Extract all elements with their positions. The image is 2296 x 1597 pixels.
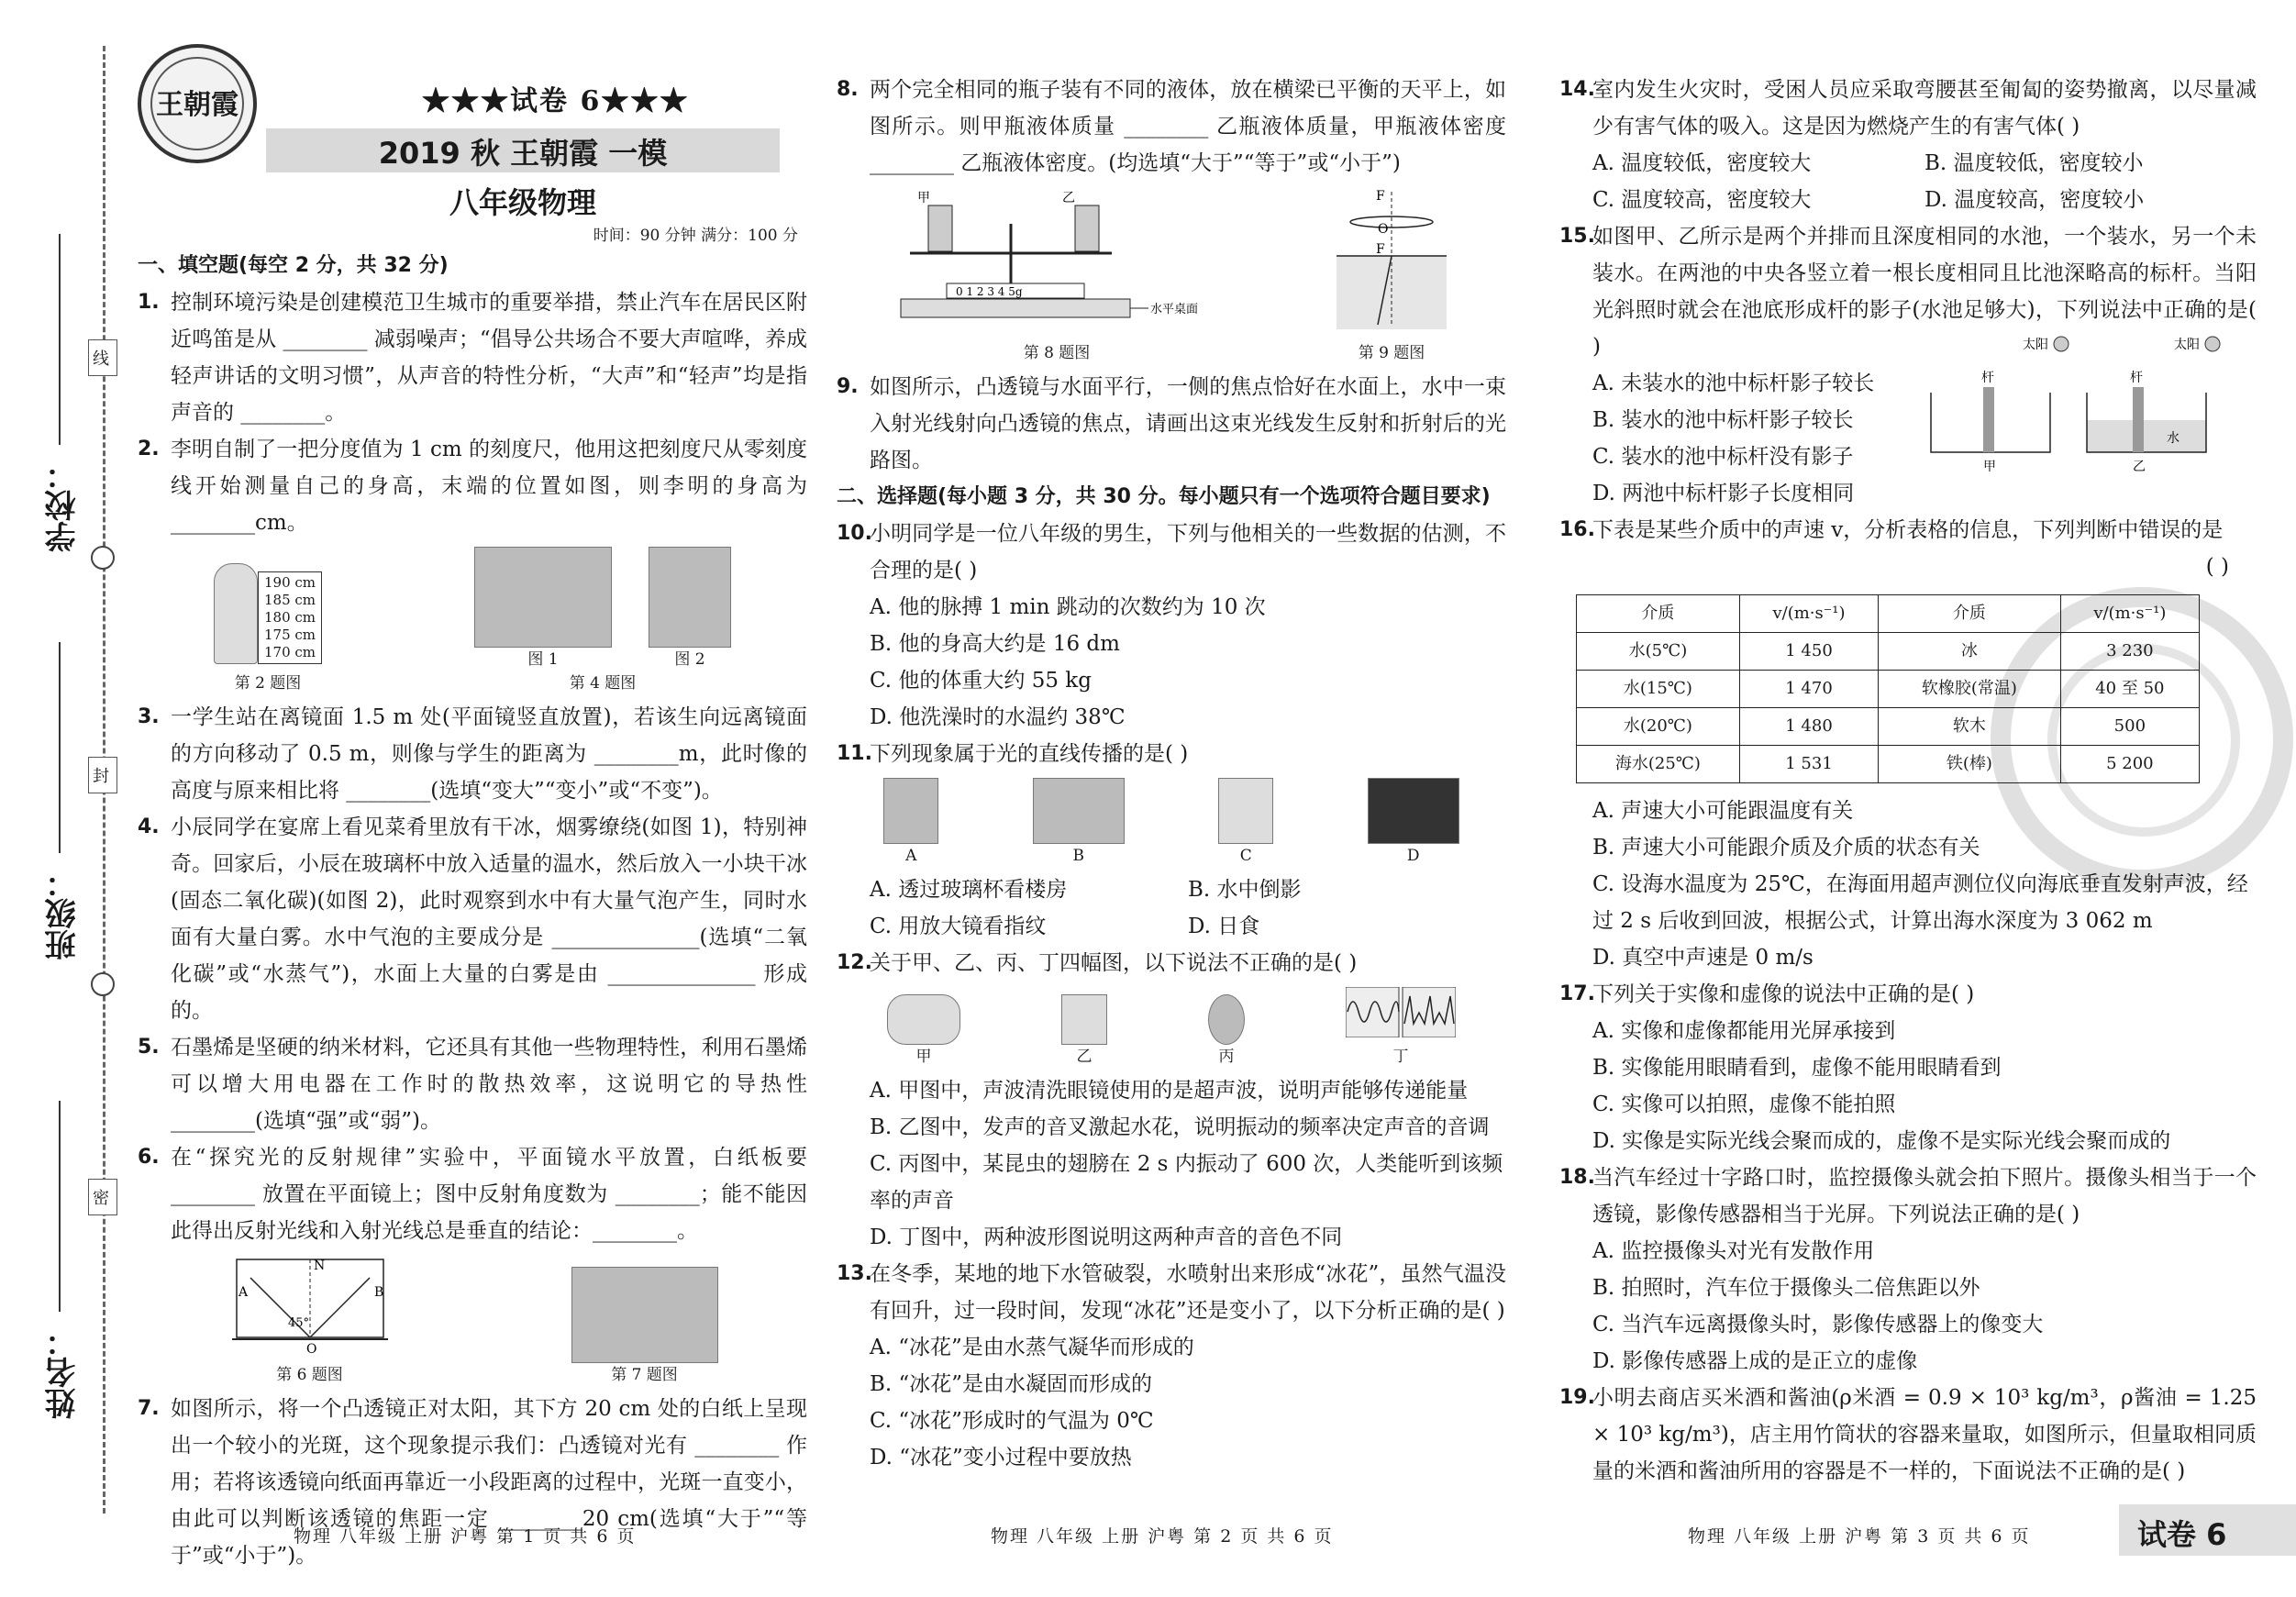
bind-mark-feng: 封 [88, 757, 117, 793]
figure-caption: 第 8 题图 [1023, 344, 1091, 362]
question-4 [138, 809, 807, 1029]
ruler-tick: 190 cm [263, 574, 316, 591]
option: C. 用放大镜看指纹 [870, 915, 1047, 938]
question-text: 室内发生火灾时，受困人员应采取弯腰甚至匍匐的姿势撤离，以尽量减少有害气体的吸入。这是因为燃烧产生的有害气体( ) [1592, 78, 2257, 139]
option: A. 声速大小可能跟温度有关 [1592, 799, 1854, 823]
figure-caption: 图 2 [674, 650, 705, 669]
question-number: 4. [138, 815, 160, 838]
option: D. 日食 [1188, 915, 1260, 938]
table-cell: 水(5℃) [1577, 633, 1740, 671]
question-8 [837, 72, 1506, 182]
question-number: 3. [138, 705, 160, 728]
question-number: 1. [138, 291, 160, 314]
image-11b [1033, 778, 1125, 868]
image-label: 甲 [915, 1048, 932, 1066]
table-cell: 500 [2060, 708, 2199, 746]
figure-caption: 第 4 题图 [569, 674, 637, 693]
bind-circle-icon [91, 972, 115, 996]
dry-ice-glass-photo [649, 547, 731, 648]
image-label: 丁 [1392, 1048, 1409, 1066]
section-heading: 一、填空题(每空 2 分，共 32 分) [138, 254, 449, 277]
label-sun: 太阳 [2023, 338, 2048, 352]
option: B. 水中倒影 [1188, 878, 1302, 902]
options-row [837, 871, 1506, 908]
image-12-bing [1208, 994, 1245, 1069]
page-column-2 [837, 72, 1506, 1476]
boy-figure [214, 563, 258, 664]
label-a: A [238, 1285, 248, 1300]
table-cell: 1 470 [1739, 671, 1878, 708]
question-15 [1559, 218, 2257, 365]
exam-title: 2019 秋 王朝霞 一模 [378, 136, 668, 171]
options-row [1559, 182, 2257, 218]
image-label: C [1239, 847, 1252, 865]
scale-text: 0 1 2 3 4 5g [956, 285, 1023, 298]
label-yi: 乙 [1062, 191, 1075, 205]
image-label: A [905, 847, 917, 865]
ruler [258, 571, 322, 664]
table-cell: 水(20℃) [1577, 708, 1740, 746]
option: D. 两池中标杆影子长度相同 [1592, 482, 1855, 505]
option: A. 温度较低，密度较大 [1592, 151, 1812, 175]
figure-8 [892, 187, 1222, 365]
question-text: 小辰同学在宴席上看见菜肴里放有干冰，烟雾缭绕(如图 1)，特别神奇。回家后，小辰在玻璃杯中放入适量的温水，然后放入一小块干冰(固态二氧化碳)(如图 2)，此时观察到水中有大量气泡产生，同时水面有大量白雾。水中气泡的主要成分是 ______________(选填“二氧化碳”或“水蒸气”)，水面上大量的白雾是由 ______________ 形成的。 [171, 815, 807, 1023]
question-5 [138, 1029, 807, 1139]
ruler-tick: 180 cm [263, 609, 316, 626]
question-text: 当汽车经过十字路口时，监控摄像头就会拍下照片。摄像头相当于一个透镜，影像传感器相当于光屏。下列说法正确的是( ) [1592, 1166, 2257, 1226]
ruler-tick: 175 cm [263, 627, 316, 643]
option: B. 他的身高大约是 16 dm [870, 632, 1120, 656]
question-number: 18. [1559, 1166, 1595, 1189]
question-number: 7. [138, 1397, 160, 1420]
paper-number: ★★★试卷 6★★★ [422, 85, 690, 117]
table-row [1577, 633, 2200, 671]
balance-diagram [892, 187, 1222, 334]
options-row [837, 908, 1506, 945]
option: A. 监控摄像头对光有发散作用 [1592, 1239, 1875, 1263]
question-text: 下列关于实像和虚像的说法中正确的是( ) [1592, 982, 1975, 1006]
question-number: 16. [1559, 518, 1595, 541]
label-pole: 杆 [1981, 371, 1994, 385]
table-row [1577, 671, 2200, 708]
label-f-bottom: F [1376, 242, 1385, 257]
option: C. 设海水温度为 25℃，在海面用超声测位仪向海底垂直发射声波，经过 2 s 后收到回波，根据公式，计算出海水深度为 3 062 m [1592, 872, 2248, 933]
figure-caption: 第 6 题图 [276, 1366, 343, 1384]
question-text: 控制环境污染是创建模范卫生城市的重要举措，禁止汽车在居民区附近鸣笛是从 ________ 减弱噪声；“倡导公共场合不要大声喧哗，养成轻声讲话的文明习惯”，从声音的特性分析，“大声”和“轻声”均是指声音的 ________。 [171, 291, 807, 425]
question-text: 小明去商店买米酒和酱油(ρ米酒 = 0.9 × 10³ kg/m³，ρ酱油 = 1.25 × 10³ kg/m³)，店主用竹筒状的容器来量取，如图所示，但量取相同质量的米酒和酱油所用的容器是不一样的，下面说法不正确的是( ) [1592, 1386, 2257, 1483]
bind-mark-mi: 密 [88, 1179, 117, 1215]
image-label: D [1406, 847, 1420, 865]
image-label: 丙 [1218, 1048, 1235, 1066]
option: D. 丁图中，两种波形图说明这两种声音的音色不同 [870, 1225, 1343, 1249]
waveform-img [1346, 987, 1456, 1037]
question-number: 9. [837, 375, 859, 398]
question-number: 10. [837, 522, 872, 545]
question-number: 8. [837, 78, 859, 101]
question-19 [1559, 1380, 2257, 1490]
label-table: 水平桌面 [1150, 303, 1199, 316]
tuning-fork-img [1061, 994, 1107, 1045]
table-header: v/(m·s⁻¹) [2060, 595, 2199, 633]
logo-text: 王朝霞 [150, 57, 244, 150]
label-f-top: F [1376, 189, 1385, 204]
lens-water-diagram [1332, 187, 1451, 334]
question-text: 如图所示，凸透镜与水面平行，一侧的焦点恰好在水面上，水中一束入射光线射向凸透镜的焦点，请画出这束光线发生反射和折射后的光路图。 [870, 375, 1506, 472]
figure-9 [1332, 187, 1451, 365]
table-cell: 40 至 50 [2060, 671, 2199, 708]
option: D. 温度较高，密度较小 [1924, 188, 2145, 212]
question-text: 小明同学是一位八年级的男生，下列与他相关的一些数据的估测，不合理的是( ) [870, 522, 1506, 582]
option: A. 他的脉搏 1 min 跳动的次数约为 10 次 [870, 595, 1266, 619]
label-pole: 杆 [2130, 371, 2143, 385]
option: C. “冰花”形成时的气温为 0℃ [870, 1409, 1154, 1433]
label-yi: 乙 [2133, 460, 2146, 474]
question-9 [837, 369, 1506, 479]
table-cell: 3 230 [2060, 633, 2199, 671]
label-jia: 甲 [917, 191, 930, 205]
option: B. 乙图中，发声的音叉激起水花，说明振动的频率决定声音的音调 [870, 1115, 1490, 1139]
table-cell: 1 450 [1739, 633, 1878, 671]
table-cell: 软橡胶(常温) [1879, 671, 2061, 708]
table-cell: 冰 [1879, 633, 2061, 671]
question-13 [837, 1256, 1506, 1329]
question-number: 19. [1559, 1386, 1595, 1409]
table-header: v/(m·s⁻¹) [1739, 595, 1878, 633]
question-number: 14. [1559, 78, 1595, 101]
table-cell: 5 200 [2060, 746, 2199, 783]
page-footer-2: 物理 八年级 上册 沪粤 第 2 页 共 6 页 [991, 1526, 1334, 1547]
option: C. 他的体重大约 55 kg [870, 669, 1092, 693]
figure-row-8-9 [837, 187, 1506, 365]
question-2 [138, 431, 807, 541]
lens-sun-photo [571, 1267, 718, 1363]
question-text: 关于甲、乙、丙、丁四幅图，以下说法不正确的是( ) [870, 951, 1358, 975]
question-14 [1559, 72, 2257, 145]
question-1 [138, 284, 807, 431]
label-jia: 甲 [1983, 460, 1996, 474]
table-cell: 软木 [1879, 708, 2061, 746]
figure-caption: 第 9 题图 [1358, 344, 1425, 362]
school-write-line [59, 234, 61, 445]
option: B. 拍照时，汽车位于摄像头二倍焦距以外 [1592, 1276, 1980, 1300]
figure-caption: 第 7 题图 [611, 1366, 678, 1384]
option: C. 当汽车远离摄像头时，影像传感器上的像变大 [1592, 1313, 2044, 1336]
insect-img [1208, 994, 1245, 1045]
dry-ice-dish-photo [474, 547, 612, 648]
image-12-yi [1061, 994, 1107, 1069]
section-heading: 二、选择题(每小题 3 分，共 30 分。每小题只有一个选项符合题目要求) [837, 485, 1491, 508]
question-number: 17. [1559, 982, 1595, 1005]
image-label: B [1072, 847, 1084, 865]
figure-7 [571, 1267, 718, 1387]
question-15-options [1559, 365, 1926, 512]
table-header: 介质 [1577, 595, 1740, 633]
label-o: O [1378, 222, 1389, 237]
brand-logo [138, 44, 257, 163]
question-text: 在“探究光的反射规律”实验中，平面镜水平放置，白纸板要 ________ 放置在平面镜上；图中反射角度数为 ________；能不能因此得出反射光线和入射光线总是垂直的结论：________。 [171, 1146, 807, 1243]
table-row [1577, 746, 2200, 783]
figure-row-11 [837, 778, 1506, 868]
question-number: 13. [837, 1262, 872, 1285]
label-b: B [373, 1285, 383, 1300]
question-text: 两个完全相同的瓶子装有不同的液体，放在横梁已平衡的天平上，如图所示。则甲瓶液体质量 ________ 乙瓶液体质量，甲瓶液体密度 ________ 乙瓶液体密度。(均选填“大于”“等于”或“小于”) [870, 78, 1506, 175]
option: C. 温度较高，密度较大 [1592, 188, 1812, 212]
option: A. “冰花”是由水蒸气凝华而形成的 [870, 1336, 1194, 1359]
figure-2 [214, 563, 322, 695]
table-cell: 海水(25℃) [1577, 746, 1740, 783]
question-text: 一学生站在离镜面 1.5 m 处(平面镜竖直放置)，若该生向远离镜面的方向移动了 0.5 m，则像与学生的距离为 ________m，此时像的高度与原来相比将 ________(选填“变大”“变小”或“不变”)。 [171, 705, 807, 803]
question-number: 15. [1559, 225, 1595, 248]
table-row [1577, 708, 2200, 746]
question-16 [1559, 512, 2257, 549]
question-11 [837, 736, 1506, 772]
option: A. 透过玻璃杯看楼房 [870, 878, 1068, 902]
label-n: N [313, 1259, 325, 1273]
binding-strip [0, 0, 128, 1597]
option: B. 装水的池中标杆影子较长 [1592, 408, 1854, 432]
option: D. 实像是实际光线会聚而成的，虚像不是实际光线会聚而成的 [1592, 1129, 2171, 1153]
question-number: 11. [837, 742, 872, 765]
label-water: 水 [2167, 431, 2180, 446]
figure-caption: 第 2 题图 [234, 674, 302, 693]
question-text: 李明自制了一把分度值为 1 cm 的刻度尺，他用这把刻度尺从零刻度线开始测量自己的身高，末端的位置如图，则李明的身高为 ________cm。 [171, 438, 807, 535]
option: C. 实像可以拍照，虚像不能拍照 [1592, 1092, 1896, 1116]
glass-building-photo [883, 778, 938, 844]
option: D. “冰花”变小过程中要放热 [870, 1446, 1132, 1469]
question-12 [837, 945, 1506, 981]
question-number: 12. [837, 951, 872, 974]
option: D. 真空中声速是 0 m/s [1592, 946, 1814, 970]
question-number: 2. [138, 438, 160, 460]
figure-6 [227, 1255, 393, 1387]
question-text: 下表是某些介质中的声速 v，分析表格的信息，下列判断中错误的是 [1592, 518, 2224, 542]
magnifier-photo [1218, 778, 1273, 844]
option: C. 丙图中，某昆虫的翅膀在 2 s 内振动了 600 次，人类能听到该频率的声音 [870, 1152, 1503, 1213]
name-label: 姓名： [45, 1325, 82, 1419]
option: A. 未装水的池中标杆影子较长 [1592, 372, 1875, 395]
figure-caption: 图 1 [527, 650, 559, 669]
option: D. 他洗澡时的水温约 38℃ [870, 705, 1126, 729]
label-sun: 太阳 [2174, 338, 2200, 352]
table-header: 介质 [1879, 595, 2061, 633]
question-text: 在冬季，某地的地下水管破裂，水喷射出来形成“冰花”，虽然气温没有回升，过一段时间，发现“冰花”还是变小了，以下分析正确的是( ) [870, 1262, 1506, 1323]
table-cell: 1 480 [1739, 708, 1878, 746]
name-write-line [59, 1101, 61, 1312]
options-row [1559, 145, 2257, 182]
page-column-1 [138, 248, 807, 1574]
option: B. 温度较低，密度较小 [1924, 151, 2144, 175]
question-number: 5. [138, 1036, 160, 1059]
option: C. 装水的池中标杆没有影子 [1592, 445, 1854, 469]
sound-speed-table [1576, 594, 2200, 783]
ultrasonic-cleaner-img [887, 994, 960, 1045]
table-cell: 水(15℃) [1577, 671, 1740, 708]
option: B. 实像能用眼睛看到，虚像不能用眼睛看到 [1592, 1056, 2002, 1080]
image-11c [1218, 778, 1273, 868]
question-text: 如图所示，将一个凸透镜正对太阳，其下方 20 cm 处的白纸上呈现出一个较小的光斑，这个现象提示我们：凸透镜对光有 ________ 作用；若将该透镜向纸面再靠近一小段距离的过程中，光斑一直变小，由此可以判断该透镜的焦距一定 ________20 cm(选填“大于”“等于”或“小于”)。 [171, 1397, 807, 1568]
time-info: 时间：90 分钟 满分：100 分 [593, 227, 798, 245]
page-footer-1: 物理 八年级 上册 沪粤 第 1 页 共 6 页 [294, 1526, 637, 1547]
bind-circle-icon [91, 546, 115, 570]
question-text: 石墨烯是坚硬的纳米材料，它还具有其他一些物理特性，利用石墨烯可以增大用电器在工作时的散热效率，这说明它的导热性 ________(选填“强”或“弱”)。 [171, 1036, 807, 1133]
option: D. 影像传感器上成的是正立的虚像 [1592, 1349, 1918, 1373]
page-column-3 [1559, 72, 2257, 1490]
table-cell: 铁(棒) [1879, 746, 2061, 783]
table-cell: 1 531 [1739, 746, 1878, 783]
question-15-body [1559, 338, 2257, 512]
option: A. 甲图中，声波清洗眼镜使用的是超声波，说明声能够传递能量 [870, 1079, 1469, 1103]
image-11d [1368, 778, 1459, 868]
figure-row-6-7 [138, 1255, 807, 1387]
eclipse-photo [1368, 778, 1459, 844]
answer-paren: ( ) [2205, 555, 2229, 579]
school-label: 学校： [45, 459, 82, 552]
page-footer-3: 物理 八年级 上册 沪粤 第 3 页 共 6 页 [1688, 1526, 2031, 1547]
question-text: 下列现象属于光的直线传播的是( ) [870, 742, 1189, 766]
reflection-photo [1033, 778, 1125, 844]
figure-row-2-4 [138, 547, 807, 695]
reflection-diagram [227, 1255, 393, 1356]
figure-row-12 [837, 987, 1506, 1069]
ruler-tick: 185 cm [263, 592, 316, 608]
question-6 [138, 1139, 807, 1249]
option: B. “冰花”是由水凝固而形成的 [870, 1372, 1153, 1396]
question-17 [1559, 976, 2257, 1013]
question-10 [837, 516, 1506, 589]
bind-mark-xian: 线 [88, 339, 117, 376]
table-header-row [1577, 595, 2200, 633]
question-18 [1559, 1159, 2257, 1233]
label-o: O [305, 1342, 316, 1356]
class-label: 班级： [45, 867, 82, 960]
subject-title: 八年级物理 [449, 185, 596, 220]
question-text: 如图甲、乙所示是两个并排而且深度相同的水池，一个装水，另一个未装水。在两池的中央各竖立着一根长度相同且比池深略高的标杆。当阳光斜照时就会在池底形成杆的影子(水池足够大)，下列说法中正确的是( ) [1592, 225, 2257, 359]
class-write-line [59, 642, 61, 853]
image-label: 乙 [1076, 1048, 1093, 1066]
figure-4 [474, 547, 731, 695]
image-12-jia [887, 994, 960, 1069]
option: A. 实像和虚像都能用光屏承接到 [1592, 1019, 1896, 1043]
question-number: 6. [138, 1146, 160, 1169]
ruler-tick: 170 cm [263, 644, 316, 660]
corner-paper-label: 试卷 6 [2137, 1517, 2227, 1552]
image-11a [883, 778, 938, 868]
option: B. 声速大小可能跟介质及介质的状态有关 [1592, 836, 1980, 859]
image-12-ding [1346, 987, 1456, 1069]
label-angle: 45° [287, 1316, 309, 1330]
question-3 [138, 699, 807, 809]
